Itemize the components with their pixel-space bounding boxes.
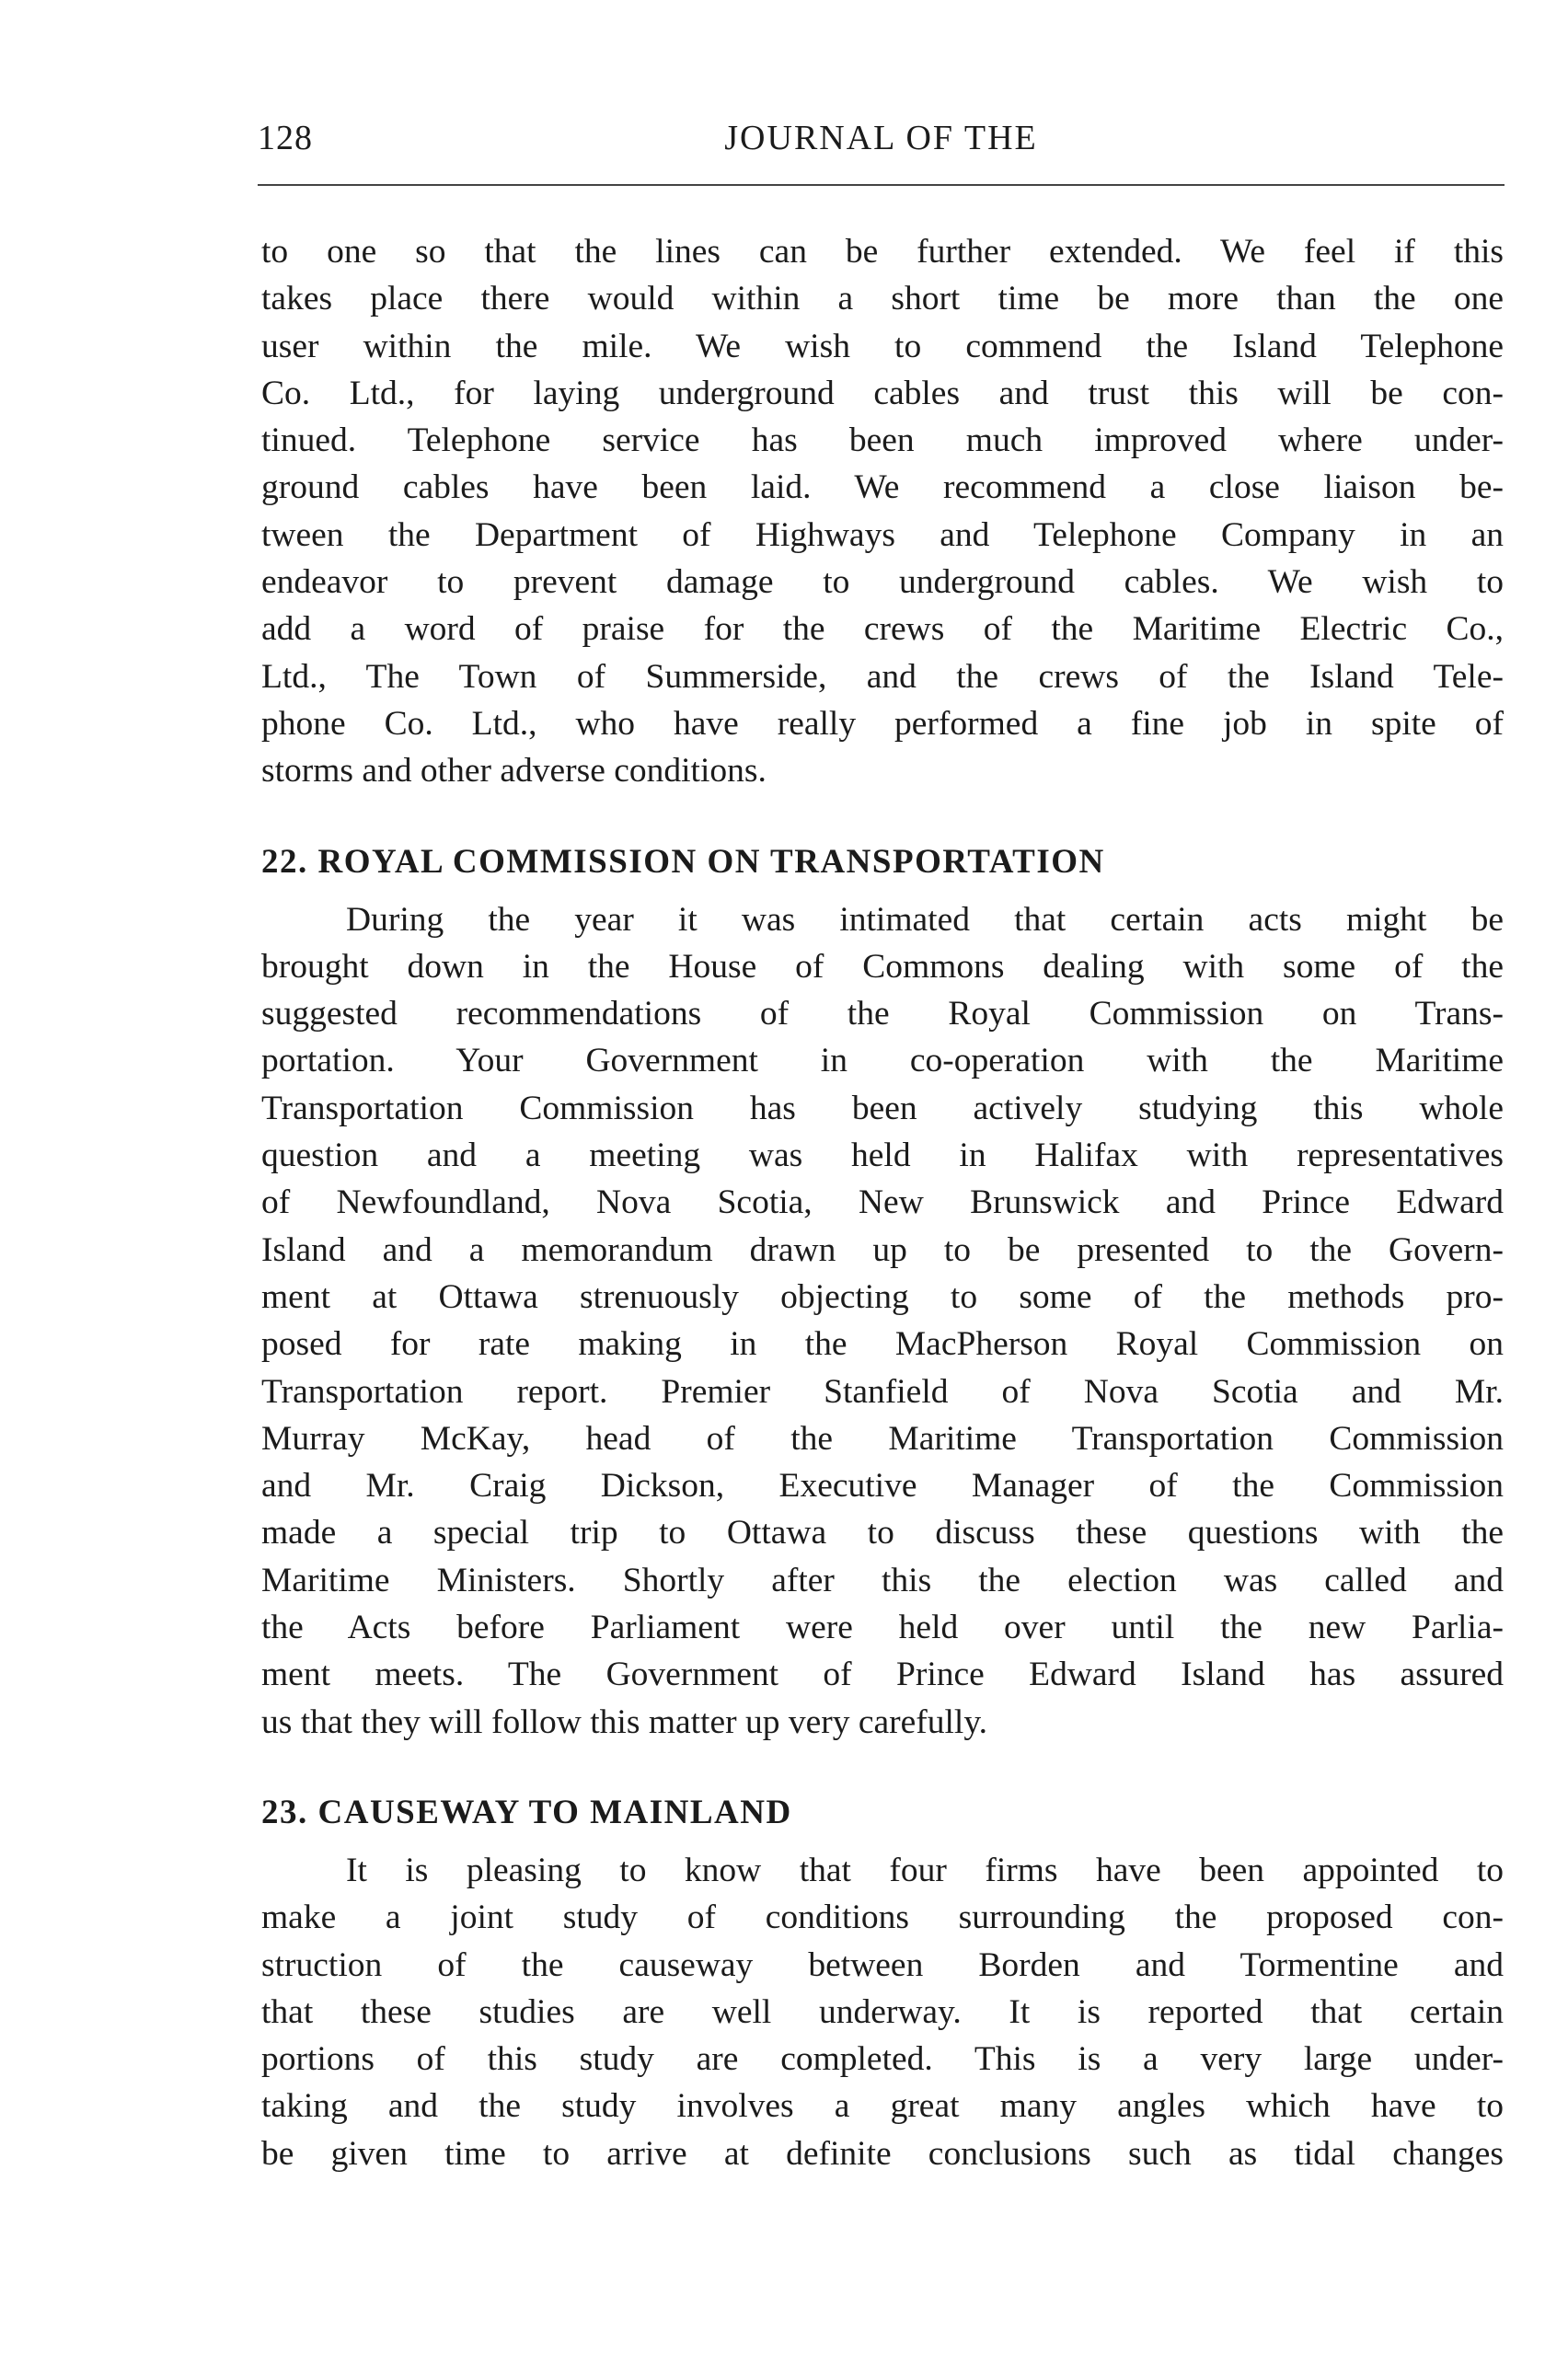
text-line: posed for rate making in the MacPherson Royal Commission on <box>261 1325 1504 1364</box>
text-line: ment meets. The Government of Prince Edward Island has assured <box>261 1656 1504 1694</box>
text-line: be given time to arrive at definite conclusions such as tidal changes <box>261 2134 1504 2173</box>
text-line: question and a meeting was held in Halifax with representatives <box>261 1137 1504 1175</box>
text-line: add a word of praise for the crews of the Maritime Electric Co., <box>261 610 1504 649</box>
running-title: JOURNAL OF THE <box>724 119 1038 157</box>
text-line: of Newfoundland, Nova Scotia, New Brunswick and Prince Edward <box>261 1183 1504 1222</box>
page-number: 128 <box>258 119 313 157</box>
text-line: tween the Department of Highways and Telephone Company in an <box>261 515 1504 554</box>
text-line: user within the mile. We wish to commend the Island Telephone <box>261 327 1504 365</box>
text-line: the Acts before Parliament were held over until the new Parlia- <box>261 1609 1504 1647</box>
continued-paragraph <box>261 228 1504 795</box>
text-line: Co. Ltd., for laying underground cables and trust this will be con- <box>261 374 1504 412</box>
text-line: suggested recommendations of the Royal Commission on Trans- <box>261 995 1504 1033</box>
text-line: us that they will follow this matter up very carefully. <box>261 1702 988 1741</box>
text-line: Transportation report. Premier Stanfield of Nova Scotia and Mr. <box>261 1372 1504 1411</box>
text-line: takes place there would within a short time be more than the one <box>261 280 1504 318</box>
text-line: ground cables have been laid. We recommend a close liaison be- <box>261 468 1504 507</box>
header-rule <box>258 184 1505 186</box>
text-line: Maritime Ministers. Shortly after this the election was called and <box>261 1561 1504 1599</box>
text-line: that these studies are well underway. It is reported that certain <box>261 1992 1504 2031</box>
text-line: Murray McKay, head of the Maritime Transportation Commission <box>261 1419 1504 1458</box>
text-line: phone Co. Ltd., who have really performed a fine job in spite of <box>261 704 1504 743</box>
text-line: It is pleasing to know that four firms have been appointed to <box>346 1851 1504 1889</box>
section-heading-royal-commission: 22. ROYAL COMMISSION ON TRANSPORTATION <box>261 842 1105 881</box>
text-line: Ltd., The Town of Summerside, and the crews of the Island Tele- <box>261 657 1504 696</box>
text-line: make a joint study of conditions surrounding the proposed con- <box>261 1899 1504 1937</box>
text-line: struction of the causeway between Borden and Tormentine and <box>261 1945 1504 1984</box>
text-line: During the year it was intimated that certain acts might be <box>346 900 1504 939</box>
text-line: made a special trip to Ottawa to discuss these questions with the <box>261 1514 1504 1552</box>
text-line: portions of this study are completed. This is a very large under- <box>261 2040 1504 2079</box>
text-line: to one so that the lines can be further extended. We feel if this <box>261 233 1504 271</box>
text-line: endeavor to prevent damage to underground cables. We wish to <box>261 563 1504 602</box>
text-line: and Mr. Craig Dickson, Executive Manager of the Commission <box>261 1467 1504 1506</box>
text-line: ment at Ottawa strenuously objecting to some of the methods pro- <box>261 1277 1504 1316</box>
running-header <box>258 118 1505 173</box>
section-paragraph-royal-commission <box>261 896 1504 1746</box>
text-line: Island and a memorandum drawn up to be presented to the Govern- <box>261 1230 1504 1269</box>
text-line: tinued. Telephone service has been much improved where under- <box>261 421 1504 460</box>
page-body <box>261 228 1504 2177</box>
text-line: brought down in the House of Commons dealing with some of the <box>261 947 1504 986</box>
text-line: taking and the study involves a great many angles which have to <box>261 2087 1504 2126</box>
text-line: storms and other adverse conditions. <box>261 752 767 791</box>
section-paragraph-causeway <box>261 1847 1504 2177</box>
section-heading-causeway: 23. CAUSEWAY TO MAINLAND <box>261 1793 792 1831</box>
text-line: Transportation Commission has been actively studying this whole <box>261 1089 1504 1127</box>
text-line: portation. Your Government in co-operation with the Maritime <box>261 1042 1504 1080</box>
